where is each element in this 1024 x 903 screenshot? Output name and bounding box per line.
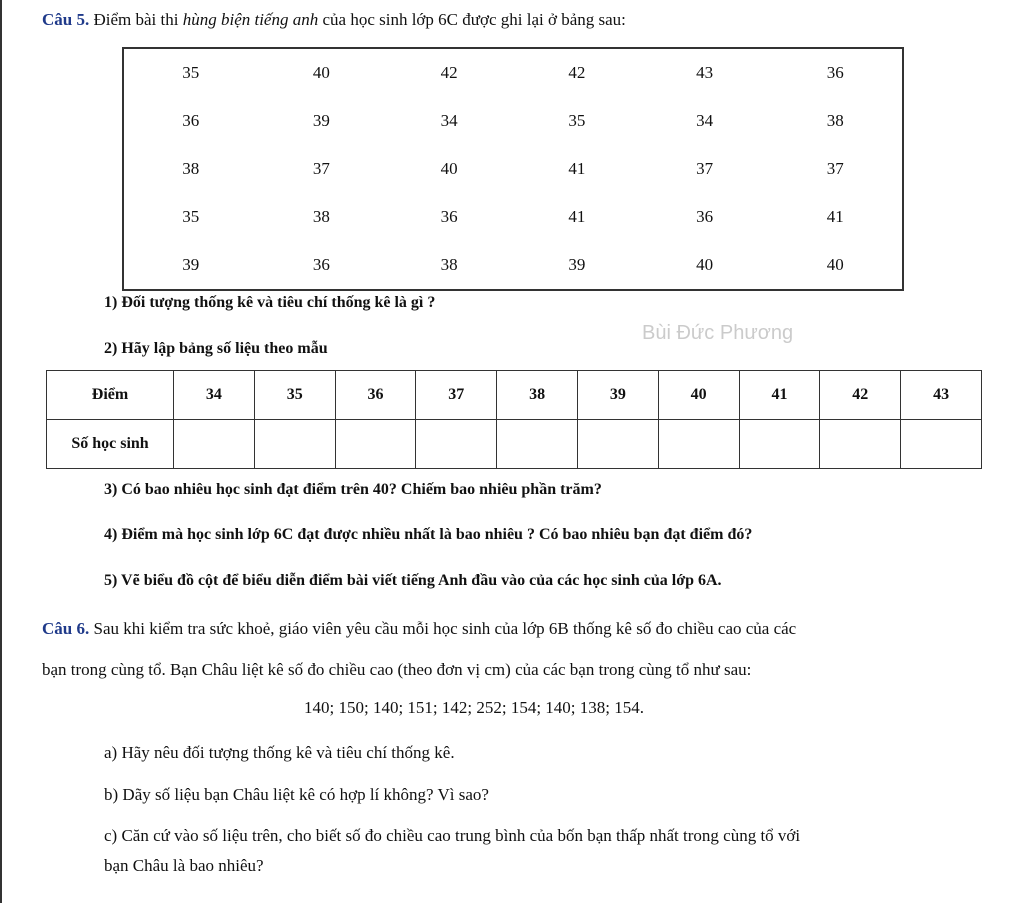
score-header-cell: 40 bbox=[658, 371, 739, 420]
question-5-title bbox=[42, 10, 626, 30]
scores-row bbox=[123, 241, 903, 290]
score-header-cell: 42 bbox=[820, 371, 901, 420]
score-cell: 40 bbox=[696, 255, 714, 274]
watermark: Bùi Đức Phương bbox=[642, 322, 794, 344]
item-2: 2) Hãy lập bảng số liệu theo mẫu bbox=[104, 340, 328, 357]
count-cell[interactable] bbox=[254, 420, 335, 469]
score-cell: 40 bbox=[440, 159, 458, 178]
score-cell: 34 bbox=[696, 111, 714, 130]
count-cell[interactable] bbox=[497, 420, 578, 469]
score-cell: 39 bbox=[312, 111, 330, 130]
score-cell: 36 bbox=[312, 255, 330, 274]
score-cell: 39 bbox=[182, 255, 200, 274]
score-cell: 34 bbox=[440, 111, 458, 130]
score-cell: 42 bbox=[568, 63, 586, 82]
score-header-cell: 39 bbox=[577, 371, 658, 420]
count-cell[interactable] bbox=[739, 420, 820, 469]
score-cell: 41 bbox=[568, 207, 586, 226]
score-cell: 41 bbox=[826, 207, 844, 226]
score-cell: 41 bbox=[568, 159, 586, 178]
score-cell: 38 bbox=[440, 255, 458, 274]
score-cell: 36 bbox=[696, 207, 714, 226]
score-cell: 38 bbox=[312, 207, 330, 226]
frequency-table bbox=[46, 370, 982, 469]
item-1: 1) Đối tượng thống kê và tiêu chí thống kê là gì ? bbox=[104, 294, 436, 311]
score-cell: 40 bbox=[312, 63, 330, 82]
score-header-cell: 34 bbox=[174, 371, 255, 420]
score-cell: 36 bbox=[826, 63, 844, 82]
score-header-cell: 38 bbox=[497, 371, 578, 420]
scores-row bbox=[123, 48, 903, 97]
count-cell[interactable] bbox=[658, 420, 739, 469]
count-cell[interactable] bbox=[901, 420, 982, 469]
score-cell: 40 bbox=[826, 255, 844, 274]
scores-row bbox=[123, 145, 903, 193]
score-header-cell: 41 bbox=[739, 371, 820, 420]
score-header-cell: 37 bbox=[416, 371, 497, 420]
scores-row bbox=[123, 97, 903, 145]
score-cell: 36 bbox=[182, 111, 200, 130]
question-5-label: Câu 5. bbox=[42, 10, 90, 29]
score-cell: 36 bbox=[440, 207, 458, 226]
score-cell: 35 bbox=[182, 63, 200, 82]
question-6-label: Câu 6. bbox=[42, 619, 90, 638]
score-header-cell: 36 bbox=[335, 371, 416, 420]
item-4: 4) Điểm mà học sinh lớp 6C đạt được nhiều nhất là bao nhiêu ? Có bao nhiêu bạn đạt điểm đó? bbox=[104, 526, 753, 543]
question-5-text: Điểm bài thi bbox=[89, 10, 183, 29]
question-6-line2: bạn trong cùng tổ. Bạn Châu liệt kê số đo chiều cao (theo đơn vị cm) của các bạn trong cùng tổ như sau: bbox=[42, 660, 752, 679]
count-cell[interactable] bbox=[820, 420, 901, 469]
q6-c-line2: bạn Châu là bao nhiêu? bbox=[104, 856, 264, 875]
score-cell: 37 bbox=[312, 159, 330, 178]
frequency-count-row bbox=[47, 420, 982, 469]
score-header-cell: 35 bbox=[254, 371, 335, 420]
score-header-cell: 43 bbox=[901, 371, 982, 420]
question-5-italic-text: hùng biện tiếng anh bbox=[182, 10, 319, 29]
score-cell: 35 bbox=[568, 111, 586, 130]
question-5-text-end: của học sinh lớp 6C được ghi lại ở bảng sau: bbox=[318, 10, 626, 29]
score-cell: 39 bbox=[568, 255, 586, 274]
header-count: Số học sinh bbox=[47, 420, 174, 469]
header-score: Điểm bbox=[47, 371, 174, 420]
score-cell: 43 bbox=[696, 63, 714, 82]
score-cell: 38 bbox=[826, 111, 844, 130]
item-3: 3) Có bao nhiêu học sinh đạt điểm trên 40? Chiếm bao nhiêu phần trăm? bbox=[104, 481, 602, 498]
count-cell[interactable] bbox=[577, 420, 658, 469]
score-cell: 42 bbox=[440, 63, 458, 82]
q6-a: a) Hãy nêu đối tượng thống kê và tiêu chí thống kê. bbox=[104, 743, 455, 762]
count-cell[interactable] bbox=[416, 420, 497, 469]
score-cell: 37 bbox=[696, 159, 714, 178]
frequency-score-row bbox=[47, 371, 982, 420]
count-cell[interactable] bbox=[335, 420, 416, 469]
question-6-text: Sau khi kiểm tra sức khoẻ, giáo viên yêu cầu mỗi học sinh của lớp 6B thống kê số đo chiều cao của các bbox=[89, 619, 797, 638]
scores-table bbox=[122, 47, 904, 291]
q6-b: b) Dãy số liệu bạn Châu liệt kê có hợp lí không? Vì sao? bbox=[104, 785, 489, 804]
count-cell[interactable] bbox=[174, 420, 255, 469]
score-cell: 38 bbox=[182, 159, 200, 178]
question-6-line1 bbox=[42, 619, 796, 639]
q6-c-line1: c) Căn cứ vào số liệu trên, cho biết số đo chiều cao trung bình của bốn bạn thấp nhất trong cùng tổ với bbox=[104, 826, 801, 845]
score-cell: 37 bbox=[826, 159, 844, 178]
score-cell: 35 bbox=[182, 207, 200, 226]
item-5: 5) Vẽ biểu đồ cột để biểu diễn điểm bài viết tiếng Anh đầu vào của các học sinh của lớp 6A. bbox=[104, 572, 722, 589]
height-data: 140; 150; 140; 151; 142; 252; 154; 140; 138; 154. bbox=[304, 698, 645, 717]
scores-row bbox=[123, 193, 903, 241]
